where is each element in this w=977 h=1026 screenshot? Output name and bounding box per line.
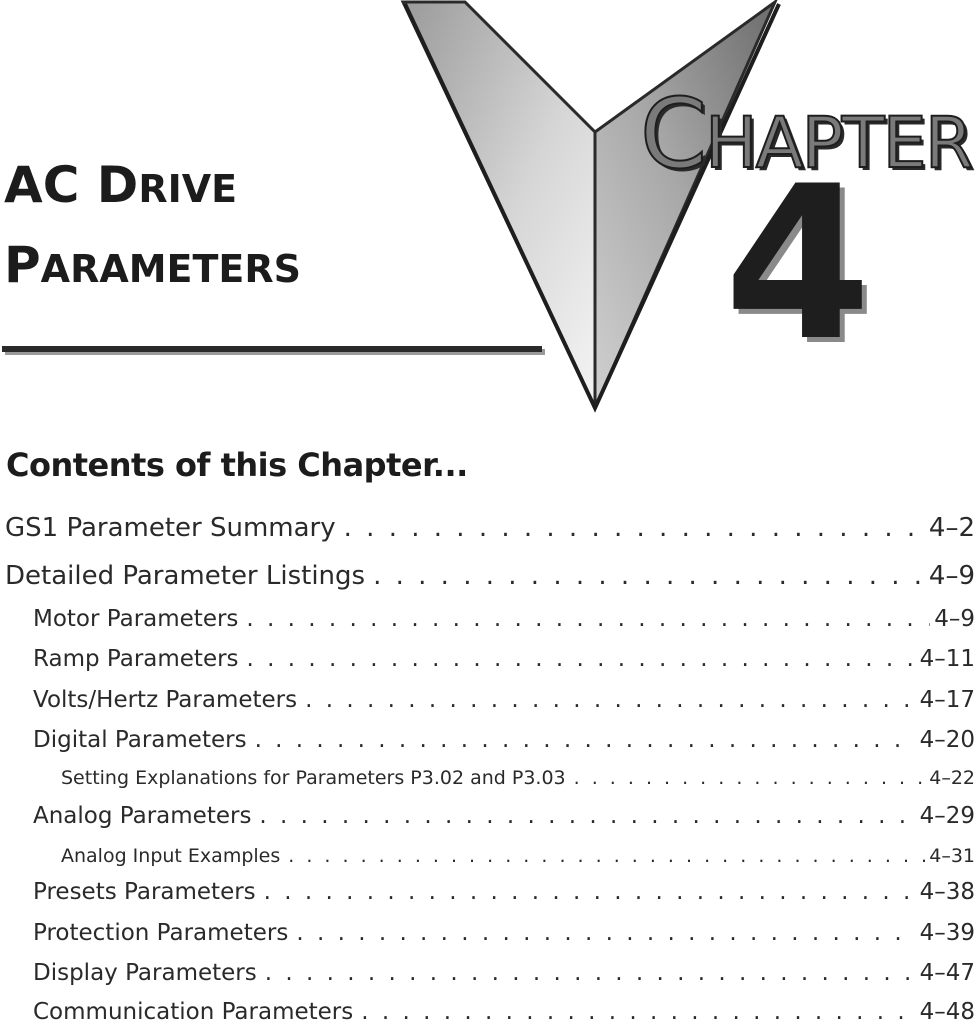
toc-entry[interactable]	[5, 513, 975, 543]
toc-entry-page: 4–29	[919, 803, 975, 829]
toc-entry-page: 4–20	[919, 727, 975, 753]
toc-entry-page: 4–22	[929, 767, 975, 789]
toc-entry-page: 4–9	[928, 561, 975, 591]
toc-entry-label: GS1 Parameter Summary	[5, 513, 336, 543]
toc-leader	[259, 803, 915, 829]
toc-entry-label: Display Parameters	[33, 960, 257, 986]
toc-leader	[361, 999, 915, 1025]
toc-entry[interactable]	[33, 727, 975, 753]
toc-entry-page: 4–48	[919, 999, 975, 1025]
toc-entry-page: 4–11	[919, 646, 975, 672]
contents-heading: Contents of this Chapter...	[6, 446, 468, 484]
toc-entry-label: Analog Input Examples	[61, 845, 281, 867]
toc-entry-page: 4–31	[929, 845, 975, 867]
toc-entry-label: Analog Parameters	[33, 803, 252, 829]
toc-entry[interactable]	[61, 845, 975, 867]
toc-leader	[373, 561, 925, 591]
toc-entry-page: 4–2	[928, 513, 975, 543]
toc-leader	[264, 879, 916, 905]
chapter-number: 4	[724, 140, 872, 387]
chapter-label-initial: C	[640, 78, 706, 190]
toc-leader	[265, 960, 916, 986]
toc-leader	[574, 767, 926, 789]
title-initial: P	[4, 236, 41, 294]
toc-leader	[255, 727, 916, 753]
toc-entry[interactable]	[33, 687, 975, 713]
toc-entry[interactable]	[5, 561, 975, 591]
toc-leader	[247, 646, 916, 672]
chapter-title-line-1	[4, 156, 238, 214]
toc-leader	[296, 920, 915, 946]
toc-entry[interactable]	[33, 920, 975, 946]
title-rest: ARAMETERS	[40, 247, 302, 291]
toc-entry[interactable]	[33, 999, 975, 1025]
toc-entry-label: Volts/Hertz Parameters	[33, 687, 298, 713]
toc-entry-label: Setting Explanations for Parameters P3.02 and P3.03	[61, 767, 566, 789]
title-initial: AC D	[4, 156, 139, 214]
toc-entry-page: 4–9	[934, 606, 975, 632]
toc-entry-page: 4–47	[919, 960, 975, 986]
toc-entry[interactable]	[33, 606, 975, 632]
toc-leader	[305, 687, 915, 713]
toc-entry[interactable]	[33, 960, 975, 986]
toc-leader	[344, 513, 925, 543]
toc-entry-page: 4–17	[919, 687, 975, 713]
toc-entry-label: Detailed Parameter Listings	[5, 561, 366, 591]
toc-entry-label: Communication Parameters	[33, 999, 354, 1025]
toc-entry[interactable]	[33, 803, 975, 829]
toc-entry-label: Presets Parameters	[33, 879, 256, 905]
chapter-label-rest: HAPTER	[705, 102, 972, 184]
toc-entry-page: 4–38	[919, 879, 975, 905]
toc-entry-label: Protection Parameters	[33, 920, 289, 946]
toc-entry-label: Motor Parameters	[33, 606, 239, 632]
toc-leader	[246, 606, 930, 632]
toc-entry-page: 4–39	[919, 920, 975, 946]
title-rest: RIVE	[138, 167, 238, 211]
toc-entry-label: Digital Parameters	[33, 727, 247, 753]
toc-entry-label: Ramp Parameters	[33, 646, 239, 672]
toc-entry[interactable]	[33, 646, 975, 672]
toc-leader	[288, 845, 925, 867]
toc-entry[interactable]	[33, 879, 975, 905]
chapter-title-line-2	[4, 236, 302, 294]
toc-entry[interactable]	[61, 767, 975, 789]
